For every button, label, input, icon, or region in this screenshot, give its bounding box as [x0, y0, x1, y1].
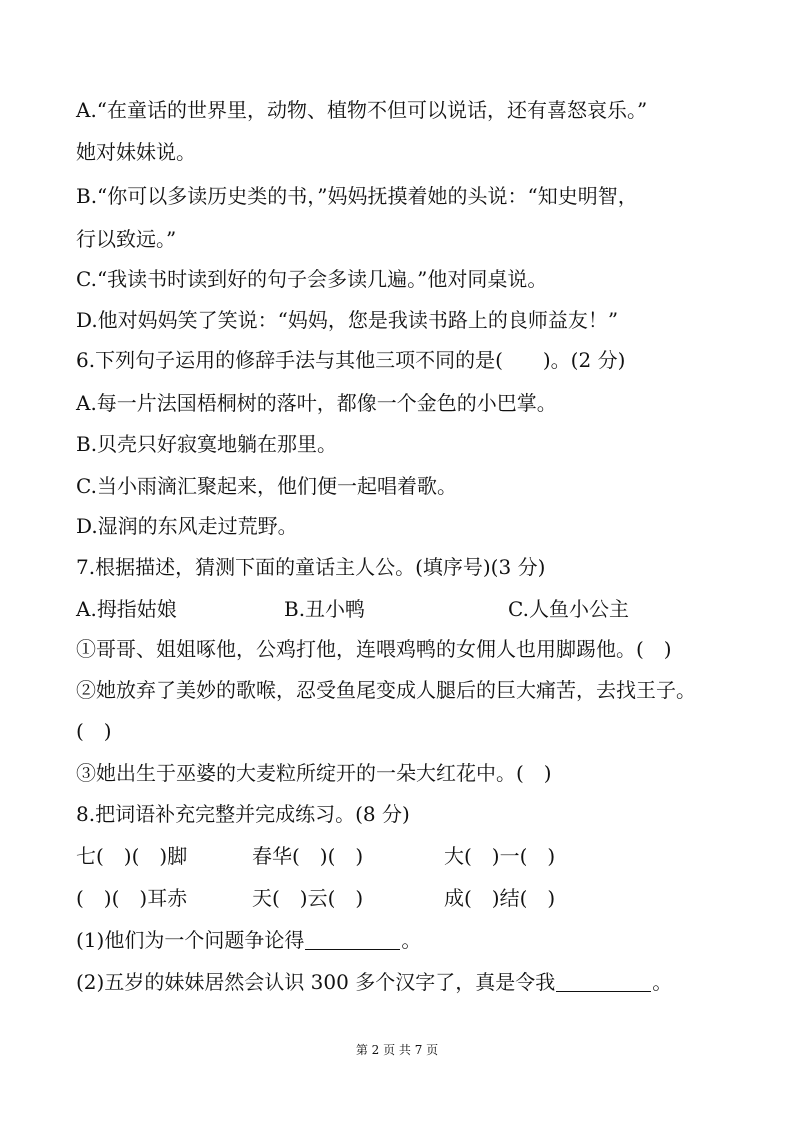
q8-word-6: 成( )结( ): [444, 886, 556, 910]
q8-sentence-2: [76, 969, 736, 995]
q8-word-1: 七( )( )脚: [76, 844, 188, 868]
q6-option-d: D.湿润的东风走过荒野。: [76, 514, 298, 538]
answer-blank[interactable]: [305, 929, 400, 950]
q5-option-c: C.“我读书时读到好的句子会多读几遍。”他对同桌说。: [76, 267, 548, 291]
q7-option-b: B.丑小鸭: [284, 597, 366, 621]
q5-option-b-line2: 行以致远。”: [76, 227, 177, 251]
q7-stem: 7.根据描述，猜测下面的童话主人公。(填序号)(3 分): [76, 555, 546, 579]
q7-item-3: ③她出生于巫婆的大麦粒所绽开的一朵大红花中。( ): [76, 761, 552, 785]
answer-blank[interactable]: [556, 971, 651, 992]
q7-item-1: ①哥哥、姐姐啄他，公鸡打他，连喂鸡鸭的女佣人也用脚踢他。( ): [76, 637, 672, 661]
q5-option-a-line1: A.“在童话的世界里，动物、植物不但可以说话，还有喜怒哀乐。”: [76, 98, 648, 122]
q6-option-c: C.当小雨滴汇聚起来，他们便一起唱着歌。: [76, 474, 457, 498]
q5-option-b-line1: B.“你可以多读历史类的书，”妈妈抚摸着她的头说：“知史明智，: [76, 184, 638, 208]
q8-word-5: 天( )云( ): [252, 886, 364, 910]
q7-item-2-line1: ②她放弃了美妙的歌喉，忍受鱼尾变成人腿后的巨大痛苦，去找王子。: [76, 678, 696, 702]
q8-sentence-2-end: 。: [652, 970, 673, 994]
q8-word-2: 春华( )( ): [252, 844, 364, 868]
q6-stem: 6.下列句子运用的修辞手法与其他三项不同的是( )。(2 分): [76, 348, 626, 372]
page-number: 第 2 页 共 7 页: [355, 1043, 439, 1057]
q7-option-a: A.拇指姑娘: [76, 597, 177, 621]
q8-sentence-1: [76, 927, 736, 953]
q7-option-c: C.人鱼小公主: [508, 597, 629, 621]
q5-option-d: D.他对妈妈笑了笑说：“妈妈，您是我读书路上的良师益友！”: [76, 308, 619, 332]
q8-word-4: ( )( )耳赤: [76, 886, 188, 910]
q6-option-b: B.贝壳只好寂寞地躺在那里。: [76, 432, 338, 456]
q6-option-a: A.每一片法国梧桐树的落叶，都像一个金色的小巴掌。: [76, 391, 557, 415]
q8-sentence-1-text: (1)他们为一个问题争论得: [76, 928, 305, 952]
q8-sentence-1-end: 。: [401, 928, 422, 952]
q8-sentence-2-text: (2)五岁的妹妹居然会认识 300 多个汉字了，真是令我: [76, 970, 556, 994]
q5-option-a-line2: 她对妹妹说。: [76, 140, 196, 164]
q7-item-2-line2: ( ): [76, 719, 112, 743]
q8-stem: 8.把词语补充完整并完成练习。(8 分): [76, 802, 410, 826]
q8-word-3: 大( )一( ): [444, 844, 556, 868]
